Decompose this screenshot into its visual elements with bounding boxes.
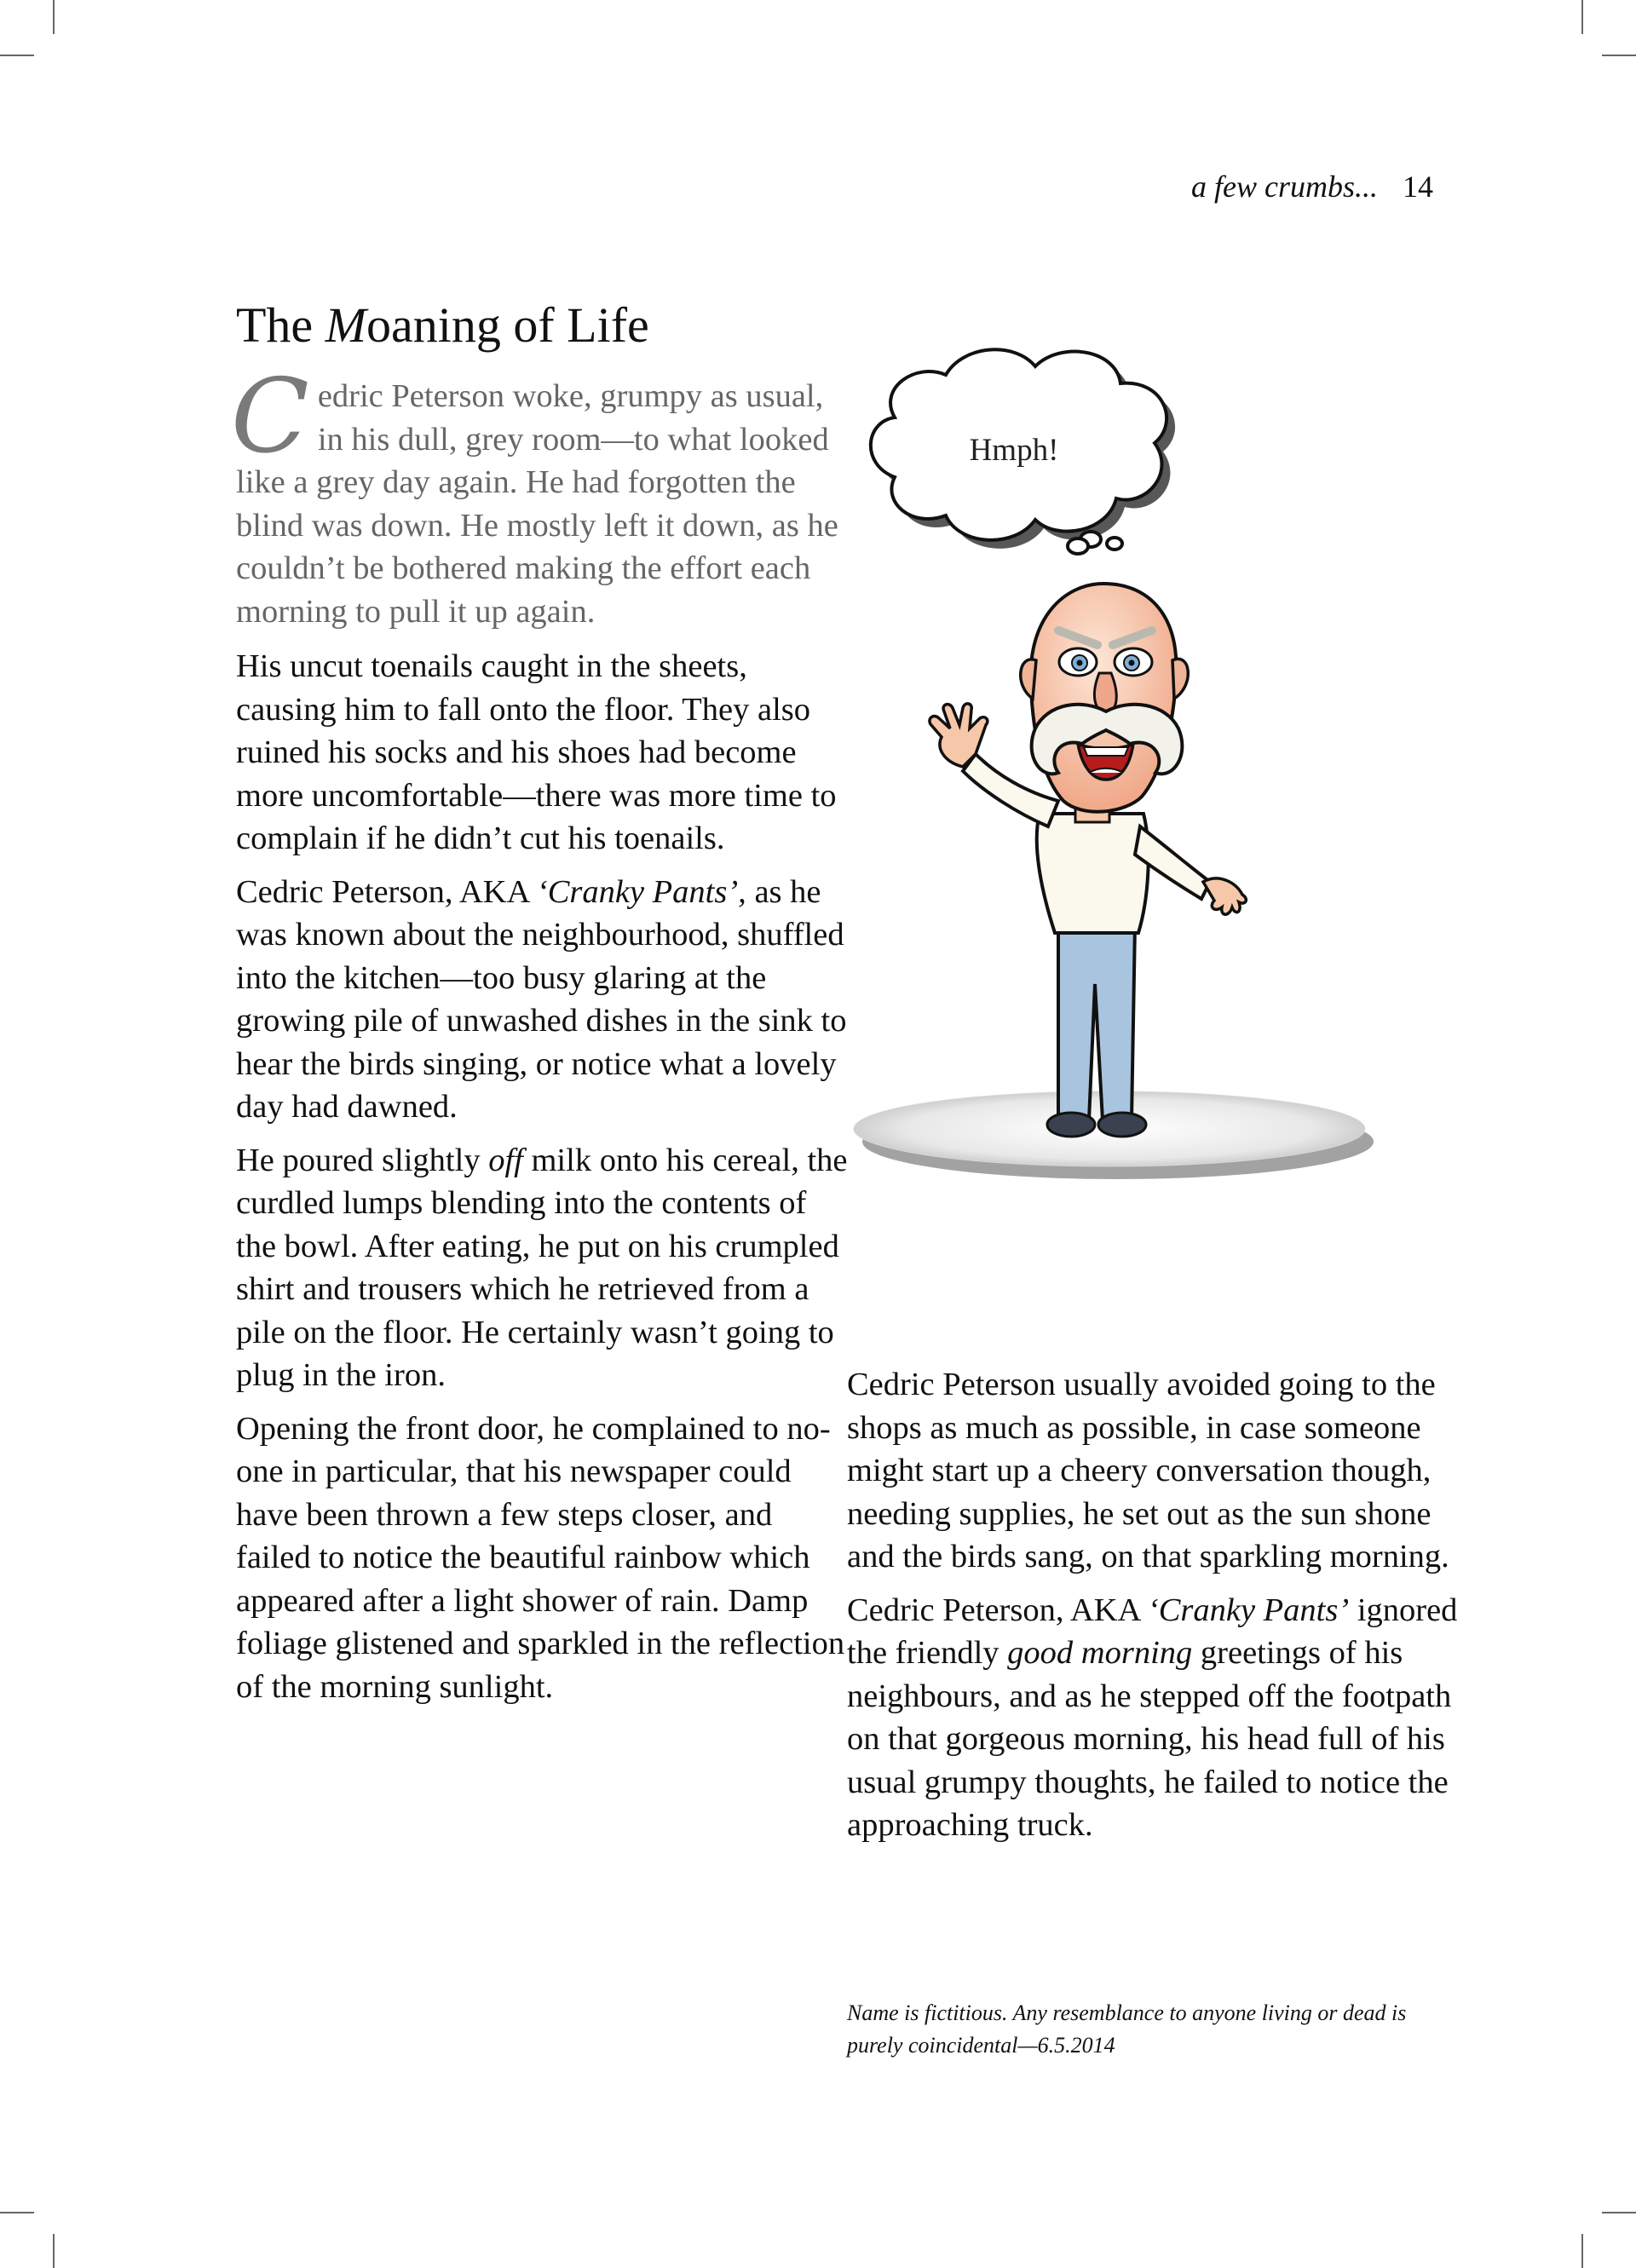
right-column: [847, 1363, 1460, 1857]
left-shoe: [1047, 1113, 1095, 1137]
right-shoe: [1098, 1113, 1146, 1137]
running-title: a few crumbs...: [1191, 170, 1378, 204]
crop-mark: [1581, 2234, 1583, 2268]
paragraph-1: His uncut toenails caught in the sheets, causing him to fall onto the floor. They also ruined his socks and his shoes had become more uncomfortable—there was more time to complain if he didn’t cut his toenails.: [236, 648, 837, 856]
shirt: [1037, 814, 1149, 933]
paragraph-3-a: He poured slightly: [236, 1142, 489, 1178]
title-italic-letter: M: [325, 297, 366, 353]
crop-mark: [0, 2212, 34, 2213]
page-header: [1191, 169, 1433, 204]
paragraph-5: Cedric Peterson usually avoided going to the shops as much as possible, in case someone might start up a cheery conversation though, needing supplies, he set out as the sun shone and the birds sang, on that sparkling morning.: [847, 1367, 1449, 1574]
paragraph-6-italic-1: ‘Cranky Pants’: [1147, 1592, 1350, 1628]
paragraph-3-b: milk onto his cereal, the curdled lumps blending into the contents of the bowl. After eating, he put on his crumpled shirt and trousers which he retrieved from a pile on the floor. He certainly wasn’t going to plug in the iron.: [236, 1142, 848, 1393]
drop-cap: C: [231, 358, 309, 476]
paragraph-6-a: Cedric Peterson, AKA: [847, 1592, 1148, 1628]
title-part-2: oaning of Life: [366, 297, 649, 353]
paragraph-6-c: greetings of his neighbours, and as he stepped off the footpath on that gorgeous morning, his head full of his usual grumpy thoughts, he failed to notice the approaching truck.: [847, 1635, 1452, 1843]
crop-mark: [1602, 2212, 1636, 2213]
trousers: [1058, 924, 1135, 1120]
paragraph-2-italic: ‘Cranky Pants’,: [536, 873, 746, 910]
paragraph-2-b: as he was known about the neighbourhood, shuffled into the kitchen—too busy glaring at the growing pile of unwashed dishes in the sink to hear the birds singing, or notice what a lovely day had dawned.: [236, 873, 847, 1125]
crop-mark: [1602, 55, 1636, 56]
paragraph-4: Opening the front door, he complained to no-one in particular, that his newspaper could have been thrown a few steps closer, and failed to notice the beautiful rainbow which appeared after a light shower of rain. Damp foliage glistened and sparkled in the reflection of the morning sunlight.: [236, 1410, 845, 1705]
story-title: [236, 296, 649, 354]
crop-mark: [1581, 0, 1583, 34]
left-ear: [1021, 659, 1036, 699]
intro-text: edric Peterson woke, grumpy as usual, in his dull, grey room—to what looked like a grey day again. He had forgotten the blind was down. He mostly left it down, as he couldn’t be bothered making the effort each morning to pull it up again.: [236, 378, 838, 630]
paragraph-3-italic: off: [488, 1142, 523, 1178]
thought-bubble-text: Hmph!: [969, 433, 1059, 468]
crop-mark: [53, 0, 55, 34]
paragraph-6-b: ignored the friendly: [847, 1592, 1458, 1671]
lower-hand: [1203, 878, 1246, 914]
crop-mark: [0, 55, 34, 56]
paragraph-3: [236, 1139, 850, 1397]
paragraph-6-italic-2: good morning: [1007, 1635, 1193, 1671]
paragraph-2-a: Cedric Peterson, AKA: [236, 873, 537, 910]
paragraph-2: [236, 871, 850, 1129]
thought-bubble: [871, 349, 1175, 554]
right-ear: [1172, 659, 1188, 699]
grumpy-old-man-illustration: [835, 337, 1397, 1180]
left-column: [231, 358, 850, 1718]
title-part-1: The: [236, 297, 325, 353]
footnote: Name is fictitious. Any resemblance to anyone living or dead is purely coincidental—6.5.2014: [847, 2000, 1407, 2058]
paragraph-6: [847, 1589, 1460, 1847]
intro-paragraph: [231, 358, 850, 633]
page-number: 14: [1403, 170, 1433, 204]
crop-mark: [53, 2234, 55, 2268]
